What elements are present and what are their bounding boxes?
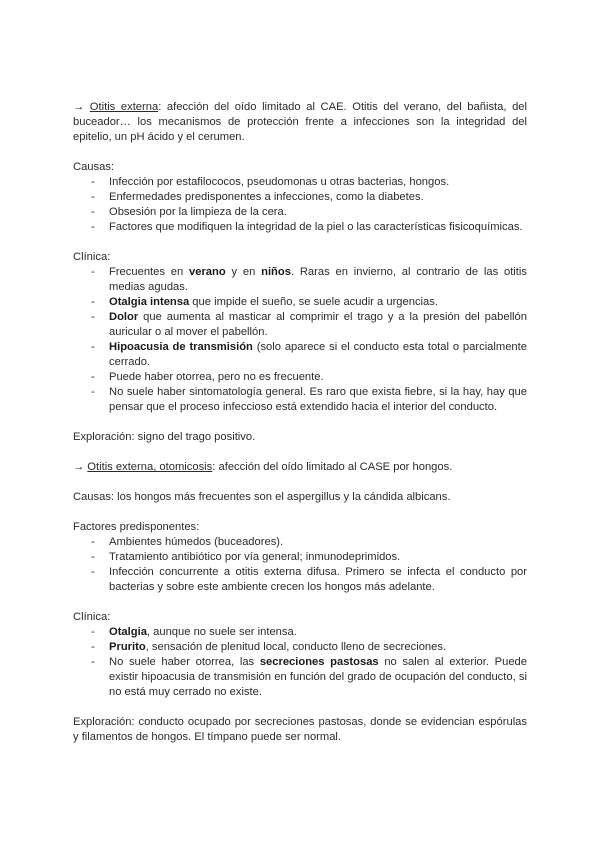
arrow-icon: →	[73, 461, 85, 473]
heading-title: Otitis externa, otomicosis	[87, 461, 213, 473]
clinica-list	[73, 625, 527, 700]
list-item: - Prurito, sensación de plenitud local, conducto lleno de secreciones.	[73, 640, 527, 655]
arrow-icon: →	[73, 101, 85, 113]
document-content	[73, 100, 527, 745]
list-item: - Obsesión por la limpieza de la cera.	[73, 205, 527, 220]
list-item: - Otalgia, aunque no suele ser intensa.	[73, 625, 527, 640]
heading-title: Otitis externa	[89, 101, 159, 113]
heading-text: : afección del oído limitado al CASE por hongos.	[212, 461, 453, 473]
list-item: - Enfermedades predisponentes a infecciones, como la diabetes.	[73, 190, 527, 205]
list-item: - Dolor que aumenta al masticar al comprimir el trago y a la presión del pabellón auricular o al mover el pabellón.	[73, 310, 527, 340]
list-item: - Infección por estafilococos, pseudomonas u otras bacterias, hongos.	[73, 175, 527, 190]
list-item: - No suele haber sintomatología general. Es raro que exista fiebre, si la hay, hay que pensar que el proceso infeccioso está extendido hacia el interior del conducto.	[73, 385, 527, 415]
list-item: - Otalgia intensa que impide el sueño, se suele acudir a urgencias.	[73, 295, 527, 310]
causas-label: Causas:	[73, 161, 115, 173]
list-item: - Ambientes húmedos (buceadores).	[73, 535, 527, 550]
clinica-list	[73, 265, 527, 415]
list-item: - Hipoacusia de transmisión (solo aparece si el conducto esta total o parcialmente cerrado.	[73, 340, 527, 370]
factores-label: Factores predisponentes:	[73, 521, 200, 533]
causas-list	[73, 175, 527, 235]
clinica-label: Clínica:	[73, 611, 111, 623]
section-heading-otitis-externa	[73, 100, 527, 145]
factores-list	[73, 535, 527, 595]
exploracion-text: Exploración: conducto ocupado por secreciones pastosas, donde se evidencian espórulas y filamentos de hongos. El tímpano puede ser normal.	[73, 716, 527, 743]
section-heading-otomicosis	[73, 460, 527, 475]
list-item: - Tratamiento antibiótico por vía general; inmunodeprimidos.	[73, 550, 527, 565]
heading-text: : afección del oído limitado al CAE. Otitis del verano, del bañista, del buceador… los mecanismos de protección frente a infecciones son la integridad del epitelio, un pH ácido y el cerumen.	[73, 101, 528, 143]
list-item: - Puede haber otorrea, pero no es frecuente.	[73, 370, 527, 385]
causas-text: Causas: los hongos más frecuentes son el aspergillus y la cándida albicans.	[73, 491, 451, 503]
list-item: - Frecuentes en verano y en niños. Raras en invierno, al contrario de las otitis medias agudas.	[73, 265, 527, 295]
exploracion-text: Exploración: signo del trago positivo.	[73, 431, 256, 443]
list-item: - Infección concurrente a otitis externa difusa. Primero se infecta el conducto por bacterias y sobre este ambiente crecen los hongos más adelante.	[73, 565, 527, 595]
list-item: - No suele haber otorrea, las secreciones pastosas no salen al exterior. Puede existir hipoacusia de transmisión en función del grado de ocupación del conducto, si no está muy cerrado no existe.	[73, 655, 527, 700]
list-item: - Factores que modifiquen la integridad de la piel o las características fisicoquímicas.	[73, 220, 527, 235]
clinica-label: Clínica:	[73, 251, 111, 263]
